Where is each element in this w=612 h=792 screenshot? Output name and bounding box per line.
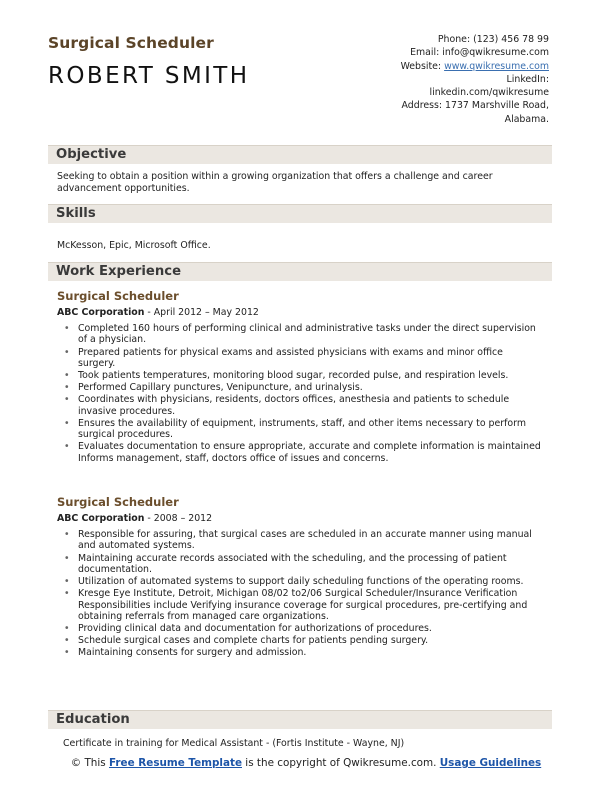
education-text: Certificate in training for Medical Assistant - (Fortis Institute - Wayne, NJ) (63, 738, 405, 749)
job-2-duty: • Kresge Eye Institute, Detroit, Michigan 08/02 to2/06 Surgical Scheduler/Insurance Verification Responsibilities include Verifying insurance coverage for surgical procedures, pre-certifying and obtaining referrals from managed care organizations. (57, 588, 542, 622)
free-resume-template-link[interactable]: Free Resume Template (109, 757, 242, 769)
job-2-dates: - 2008 – 2012 (144, 513, 213, 524)
skills-section-header (48, 204, 552, 223)
job-2-duty: • Responsible for assuring, that surgical cases are scheduled in an accurate manner using manual and automated systems. (57, 529, 542, 552)
footer-prefix: © This (70, 757, 109, 769)
usage-guidelines-link[interactable]: Usage Guidelines (439, 757, 542, 769)
job-1-duty: • Ensures the availability of equipment, instruments, staff, and other items necessary to perform surgical procedures. (57, 418, 542, 441)
website-label: Website: (400, 60, 442, 72)
contact-block (319, 33, 549, 126)
job-1-duty: • Took patients temperatures, monitoring blood sugar, recorded pulse, and respiration levels. (57, 370, 542, 381)
contact-address-line2: Alabama. (504, 113, 549, 125)
job-1-duty: • Prepared patients for physical exams and assisted physicians with exams and minor office surgery. (57, 347, 542, 370)
job-1-duties (57, 323, 542, 465)
contact-address-line1: Address: 1737 Marshville Road, (401, 100, 549, 112)
job-2-duty: • Maintaining consents for surgery and admission. (57, 647, 542, 658)
footer (60, 757, 552, 770)
job-2-duty: • Providing clinical data and documentation for authorizations of procedures. (57, 623, 542, 634)
job-2-company-line (57, 513, 212, 524)
job-2-duty: • Schedule surgical cases and complete charts for patients pending surgery. (57, 635, 542, 646)
job-2-duty: • Utilization of automated systems to support daily scheduling functions of the operating rooms. (57, 576, 542, 587)
job-1-duty: • Completed 160 hours of performing clinical and administrative tasks under the direct supervision of a physician. (57, 323, 542, 346)
objective-text: Seeking to obtain a position within a growing organization that offers a challenge and career advancement opportunities. (57, 171, 493, 194)
job-title: Surgical Scheduler (48, 34, 214, 52)
contact-linkedin-url: linkedin.com/qwikresume (429, 87, 549, 99)
job-2-title: Surgical Scheduler (57, 495, 179, 509)
education-section-header (48, 710, 552, 729)
job-2-duty: • Maintaining accurate records associated with the scheduling, and the processing of patient documentation. (57, 553, 542, 576)
skills-heading: Skills (56, 206, 96, 221)
job-1-duty: • Evaluates documentation to ensure appropriate, accurate and complete information is maintained Informs management, staff, doctors office of issues and concerns. (57, 441, 542, 464)
objective-heading: Objective (56, 147, 127, 162)
person-name: ROBERT SMITH (48, 63, 250, 89)
job-2-company: ABC Corporation (57, 513, 145, 524)
contact-website (319, 60, 549, 73)
job-1-company-line (57, 307, 259, 318)
job-1-duty: • Performed Capillary punctures, Venipuncture, and urinalysis. (57, 382, 542, 393)
work-experience-heading: Work Experience (56, 264, 182, 279)
job-1-duty: • Coordinates with physicians, residents, doctors offices, anesthesia and patients to schedule invasive procedures. (57, 394, 542, 417)
education-heading: Education (56, 712, 130, 727)
job-1-dates: - April 2012 – May 2012 (144, 307, 259, 318)
contact-phone: Phone: (123) 456 78 99 (437, 34, 549, 45)
contact-linkedin-label: LinkedIn: (506, 73, 549, 85)
contact-email: Email: info@qwikresume.com (410, 47, 549, 59)
job-1-company: ABC Corporation (57, 307, 145, 318)
website-link[interactable]: www.qwikresume.com (444, 60, 549, 72)
work-experience-section-header (48, 262, 552, 281)
job-1-title: Surgical Scheduler (57, 289, 179, 303)
footer-middle: is the copyright of Qwikresume.com. (242, 757, 440, 769)
job-2-duties (57, 529, 542, 659)
objective-section-header (48, 145, 552, 164)
skills-text: McKesson, Epic, Microsoft Office. (57, 240, 211, 251)
